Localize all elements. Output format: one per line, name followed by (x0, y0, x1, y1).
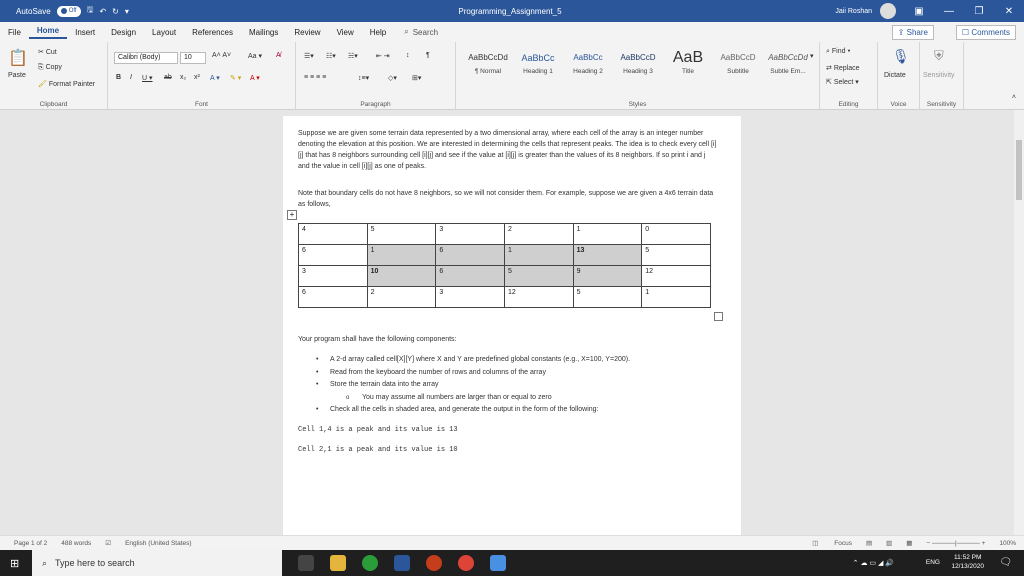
style-subtle-emphasis[interactable]: AaBbCcDd Subtle Em... (768, 53, 808, 75)
clipboard-label: Clipboard (39, 101, 68, 108)
text-effects-icon[interactable]: A ▾ (210, 75, 220, 82)
brush-icon: 🖌 (38, 81, 47, 88)
close-button[interactable]: ✕ (1004, 5, 1014, 17)
tab-mailings[interactable]: Mailings (249, 27, 279, 37)
style-normal[interactable]: AaBbCcDd ¶ Normal (468, 53, 508, 75)
avatar[interactable] (880, 3, 896, 19)
table-cell-shaded[interactable]: 6 (436, 245, 505, 266)
save-icon[interactable]: 🖫 (86, 5, 94, 14)
dictate-button[interactable]: Dictate (884, 72, 906, 79)
select-icon: ⇱ (826, 79, 832, 86)
table-cell[interactable]: 3 (299, 266, 368, 287)
system-tray-icons[interactable]: ⌃ ☁ ▭ ◢ 🔊 (852, 560, 894, 567)
align-icons[interactable]: ≡ ≡ ≡ ≡ (304, 74, 327, 81)
collapse-ribbon-icon[interactable]: ˄ (1011, 94, 1016, 101)
table-cell[interactable]: 6 (299, 245, 368, 266)
table-cell-shaded[interactable]: 1 (504, 245, 573, 266)
bold-icon[interactable]: B (116, 74, 122, 81)
tab-insert[interactable]: Insert (75, 27, 96, 37)
table-cell[interactable]: 3 (436, 287, 505, 308)
font-color-icon[interactable]: A ▾ (250, 75, 260, 82)
tab-help[interactable]: Help (369, 27, 387, 37)
style-heading-3[interactable]: AaBbCcD Heading 3 (620, 53, 656, 75)
task-view-icon[interactable] (298, 555, 314, 571)
list-item: • Read from the keyboard the number of rows and columns of the array (298, 367, 718, 380)
borders-icon[interactable]: ⊞▾ (412, 75, 422, 82)
vertical-scrollbar[interactable] (1014, 110, 1024, 535)
language-indicator[interactable]: English (United States) (125, 539, 192, 547)
zoom-level[interactable]: 100% (999, 539, 1016, 547)
highlight-icon[interactable]: ✎ ▾ (230, 75, 242, 82)
user-name[interactable]: Jaii Roshan (835, 7, 872, 15)
focus-icon: ◫ (812, 540, 819, 547)
table-cell[interactable]: 6 (299, 287, 368, 308)
pilcrow-icon[interactable]: ¶ (426, 52, 430, 59)
ribbon-display-icon[interactable]: ▣ (914, 5, 924, 17)
select-button[interactable]: ⇱ Select ▾ (826, 79, 859, 86)
paste-icon[interactable]: 📋 (8, 50, 28, 67)
superscript-icon[interactable]: x² (194, 74, 200, 81)
sensitivity-icon[interactable]: ⛨ (934, 48, 944, 63)
customize-toolbar-icon[interactable]: ▾ (124, 6, 129, 16)
voice-label: Voice (890, 101, 907, 108)
tab-home[interactable]: Home (29, 26, 67, 39)
table-cell[interactable]: 2 (504, 224, 573, 245)
share-icon: ⇪ (897, 28, 905, 37)
strikethrough-icon[interactable]: ab (164, 74, 172, 81)
tab-review[interactable]: Review (294, 27, 321, 37)
sensitivity-label: Sensitivity (926, 101, 957, 108)
document-area (0, 110, 1014, 535)
table-cell[interactable]: 0 (642, 224, 711, 245)
font-size-select[interactable]: 10 (180, 52, 206, 64)
table-cell-shaded[interactable]: 5 (504, 266, 573, 287)
tab-view[interactable]: View (336, 27, 354, 37)
search-icon: ⌕ (404, 27, 409, 36)
indent-icon[interactable]: ⇤ ⇥ (376, 53, 390, 60)
paste-button[interactable]: Paste (8, 72, 26, 79)
grow-font-icon[interactable]: A˄ A˅ (212, 52, 232, 59)
minimize-button[interactable]: — (944, 5, 954, 17)
print-layout-icon[interactable]: ▥ (886, 540, 893, 547)
table-row (299, 266, 711, 287)
undo-icon[interactable]: ↶ (99, 6, 107, 16)
table-cell-shaded[interactable]: 10 (367, 266, 436, 287)
paragraph-note: Note that boundary cells do not have 8 neighbors, so we will not consider them. For example, suppose we are given a 4x6 terrain data as follows, (298, 190, 714, 208)
comment-icon: ☐ (961, 28, 970, 37)
table-cell[interactable]: 5 (573, 287, 642, 308)
table-cell[interactable]: 1 (573, 224, 642, 245)
multilevel-list-icon[interactable]: ☵▾ (348, 53, 358, 60)
scrollbar-thumb[interactable] (1016, 140, 1022, 200)
table-row (299, 245, 711, 266)
clipboard-group (0, 42, 108, 110)
input-language[interactable]: ENG (925, 559, 940, 566)
powerpoint-icon[interactable] (426, 555, 442, 571)
voice-group (878, 42, 920, 110)
find-button[interactable]: ⌕ Find ▾ (826, 48, 851, 55)
snip-icon[interactable] (490, 555, 506, 571)
table-cell-shaded[interactable]: 13 (573, 245, 642, 266)
table-move-icon[interactable]: + (287, 210, 297, 220)
styles-group (456, 42, 820, 110)
web-layout-icon[interactable]: ▦ (906, 540, 913, 547)
paragraph-intro: Suppose we are given some terrain data represented by a two dimensional array, where each cell of the array is an integer number denoting the elevation at this position. We are interested in determining the cells that represent peaks. The idea is to check every cell [i][j] that has 8 neighbors surrounding cell [i][j] and see if the value at [i][j] is greater than the values of its 8 neighbors. If so print i and j and the value in cell [i][j] as one of peaks. (298, 130, 717, 170)
subscript-icon[interactable]: x₂ (180, 74, 187, 81)
clock[interactable]: 11:52 PM 12/13/2020 (951, 554, 984, 570)
paragraph-components: Your program shall have the following components: (298, 336, 457, 343)
search-icon: ⌕ (42, 557, 48, 568)
font-label: Font (194, 101, 208, 108)
table-cell[interactable]: 1 (642, 287, 711, 308)
font-name-select[interactable]: Calibri (Body) (114, 52, 178, 64)
notifications-icon[interactable]: 🗨 (999, 557, 1012, 568)
chrome-icon[interactable] (362, 555, 378, 571)
sensitivity-group (920, 42, 964, 110)
table-cell[interactable]: 5 (642, 245, 711, 266)
scissors-icon: ✂ (38, 49, 44, 56)
clear-formatting-icon[interactable]: A̸ (276, 52, 281, 59)
change-case-icon[interactable]: Aa ▾ (248, 53, 263, 60)
toggle-dot-icon (61, 8, 67, 14)
style-heading-1[interactable]: AaBbCc Heading 1 (521, 53, 555, 75)
redo-icon[interactable]: ↻ (112, 6, 119, 16)
terrain-table[interactable] (298, 223, 711, 308)
editing-group (820, 42, 878, 110)
cut-button[interactable]: ✂ Cut (38, 49, 57, 56)
find-icon: ⌕ (826, 48, 830, 55)
copy-icon: ⎘ (38, 64, 44, 71)
share-button[interactable]: ⇪ Share (892, 25, 934, 40)
proofing-icon[interactable]: ☑ (105, 540, 112, 547)
tab-design[interactable]: Design (111, 27, 137, 37)
windows-start-icon[interactable]: ⊞ (10, 557, 20, 570)
style-heading-2[interactable]: AaBbCc Heading 2 (573, 53, 603, 75)
table-cell[interactable]: 2 (367, 287, 436, 308)
tab-layout[interactable]: Layout (152, 27, 177, 37)
taskbar (0, 550, 1024, 576)
table-cell-shaded[interactable]: 1 (367, 245, 436, 266)
sample-output-line: Cell 2,1 is a peak and its value is 10 (298, 446, 458, 454)
list-item: • Check all the cells in shaded area, and generate the output in the form of the following: (298, 404, 718, 417)
title-bar (0, 0, 1024, 22)
sensitivity-button[interactable]: Sensitivity (923, 72, 955, 79)
autosave-toggle[interactable]: Off (57, 6, 81, 17)
table-row (299, 224, 711, 245)
sample-output-line: Cell 1,4 is a peak and its value is 13 (298, 426, 458, 434)
ribbon-tabs (0, 22, 1024, 42)
table-resize-handle[interactable] (714, 312, 723, 321)
styles-more-icon[interactable]: ▾ (810, 53, 814, 60)
line-spacing-icon[interactable]: ↕≡▾ (358, 75, 370, 82)
format-painter-button[interactable]: 🖌 Format Painter (38, 81, 96, 88)
style-title[interactable]: AaB Title (672, 49, 704, 75)
italic-icon[interactable]: I (130, 74, 132, 81)
table-cell[interactable]: 4 (299, 224, 368, 245)
word-icon[interactable] (394, 555, 410, 571)
taskbar-search[interactable] (32, 550, 282, 576)
table-cell-shaded[interactable]: 9 (573, 266, 642, 287)
chrome-profile-icon[interactable] (458, 555, 474, 571)
word-count[interactable]: 488 words (61, 539, 92, 547)
copy-button[interactable]: ⎘ Copy (38, 64, 62, 71)
zoom-slider[interactable]: − ─────|───── + (926, 539, 986, 547)
table-row (299, 287, 711, 308)
shading-icon[interactable]: ◇▾ (388, 75, 397, 82)
restore-button[interactable]: ❐ (974, 5, 984, 17)
ribbon (0, 42, 1024, 110)
numbering-icon[interactable]: ☷▾ (326, 53, 336, 60)
editing-label: Editing (838, 101, 859, 108)
tab-file[interactable]: File (8, 27, 21, 37)
document-page[interactable] (283, 116, 741, 535)
file-explorer-icon[interactable] (330, 555, 346, 571)
style-subtitle[interactable]: AaBbCcD Subtitle (720, 53, 756, 75)
comments-button[interactable]: ☐ Comments (956, 25, 1016, 40)
table-cell[interactable]: 12 (504, 287, 573, 308)
table-cell-shaded[interactable]: 6 (436, 266, 505, 287)
paragraph-group (296, 42, 456, 110)
page-count[interactable]: Page 1 of 2 (14, 539, 48, 547)
replace-icon: ⇄ (826, 65, 832, 72)
replace-button[interactable]: ⇄ Replace (826, 65, 860, 72)
styles-label: Styles (628, 101, 647, 108)
read-mode-icon[interactable]: ▤ (865, 540, 873, 547)
document-title: Programming_Assignment_5 (458, 6, 562, 16)
tab-references[interactable]: References (192, 27, 233, 37)
list-item: o You may assume all numbers are larger than or equal to zero (298, 392, 718, 405)
microphone-icon[interactable]: 🎙 (892, 48, 910, 64)
list-item: • A 2-d array called cell[X][Y] where X and Y are predefined global constants (e.g., X=100, Y=200). (298, 354, 718, 367)
font-group (108, 42, 296, 110)
paragraph-label: Paragraph (360, 101, 391, 108)
table-cell[interactable]: 5 (367, 224, 436, 245)
table-cell[interactable]: 3 (436, 224, 505, 245)
focus-button[interactable]: ◫ Focus (812, 540, 852, 547)
bullets-icon[interactable]: ☰▾ (304, 53, 314, 60)
list-item: • Store the terrain data into the array (298, 379, 718, 392)
sort-icon[interactable]: ↕ (406, 52, 410, 59)
table-cell[interactable]: 12 (642, 266, 711, 287)
taskbar-search-input[interactable]: Type here to search (55, 558, 135, 568)
tell-me-search[interactable]: ⌕ Search (404, 27, 439, 37)
underline-icon[interactable]: U ▾ (142, 75, 153, 82)
autosave-label: AutoSave (16, 6, 51, 16)
components-list (298, 354, 718, 417)
status-bar (0, 535, 1024, 550)
